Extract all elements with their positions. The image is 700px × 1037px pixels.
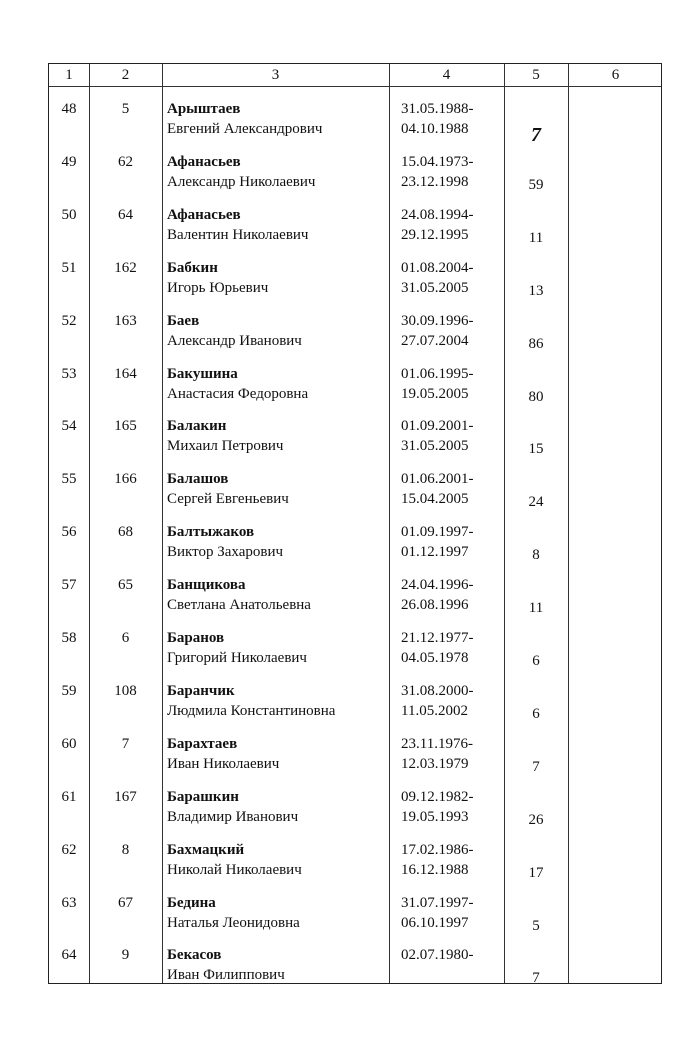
row-number: 55: [61, 471, 77, 488]
sheet-count: 6: [532, 705, 540, 722]
date-to: 11.05.2002: [401, 702, 468, 719]
sheet-count: 5: [532, 917, 540, 934]
date-range: [401, 628, 501, 668]
person-name: [167, 893, 389, 933]
person-name: [167, 945, 389, 985]
row-number: 61: [61, 788, 77, 805]
sheet-count: 15: [528, 441, 544, 458]
date-to: 04.05.1978: [401, 650, 469, 666]
surname: Арыштаев: [167, 101, 241, 117]
date-to: 29.12.1995: [401, 226, 469, 243]
record-code: 7: [121, 735, 130, 752]
given-name: Людмила Константиновна: [167, 702, 336, 719]
date-range: [401, 787, 501, 827]
sheet-count: 17: [528, 864, 544, 881]
date-from: 01.08.2004-: [401, 259, 474, 276]
header-divider: [49, 86, 661, 87]
row-number: 63: [61, 894, 77, 911]
date-from: 30.09.1996-: [401, 312, 474, 329]
date-to: 15.04.2005: [401, 491, 469, 508]
person-name: [167, 681, 389, 721]
column-header: 5: [532, 67, 540, 83]
column-header: 4: [442, 67, 451, 83]
row-number: 62: [61, 841, 77, 858]
date-to: 16.12.1988: [401, 861, 469, 878]
surname: Баев: [167, 312, 200, 329]
given-name: Михаил Петрович: [167, 438, 284, 455]
sheet-count: 7: [532, 970, 540, 987]
surname: Бабкин: [167, 259, 218, 276]
row-number: 58: [61, 630, 77, 646]
date-to: 06.10.1997: [401, 914, 469, 931]
sheet-count: 59: [528, 176, 544, 193]
surname: Бедина: [167, 894, 216, 911]
date-to: 23.12.1998: [401, 173, 469, 190]
column-header: 3: [271, 67, 280, 83]
date-to: 04.10.1988: [401, 121, 469, 137]
person-name: [167, 840, 389, 880]
date-range: [401, 945, 501, 965]
given-name: Валентин Николаевич: [167, 226, 309, 243]
row-number: 52: [61, 312, 77, 329]
surname: Балашов: [167, 471, 229, 488]
surname: Барашкин: [167, 788, 239, 805]
person-name: [167, 99, 389, 139]
given-name: Игорь Юрьевич: [167, 279, 269, 296]
table-row: [49, 787, 661, 839]
person-name: [167, 205, 389, 245]
record-code: 5: [121, 101, 130, 117]
record-code: 108: [114, 682, 137, 699]
surname: Бакушина: [167, 365, 238, 382]
table-row: [49, 416, 661, 468]
date-range: [401, 205, 501, 245]
record-code: 6: [121, 630, 130, 646]
table-row: [49, 469, 661, 521]
date-from: 24.08.1994-: [401, 206, 474, 223]
date-from: 15.04.1973-: [401, 153, 474, 170]
given-name: Григорий Николаевич: [167, 650, 307, 666]
date-range: [401, 311, 501, 351]
date-range: [401, 99, 501, 139]
given-name: Александр Николаевич: [167, 173, 316, 190]
person-name: [167, 787, 389, 827]
table-row: [49, 734, 661, 786]
record-code: 65: [118, 577, 133, 594]
date-range: [401, 522, 501, 562]
date-range: [401, 364, 501, 404]
record-code: 165: [114, 418, 137, 435]
date-range: [401, 681, 501, 721]
row-number: 50: [61, 206, 77, 223]
row-number: 64: [61, 947, 77, 964]
table-row: [49, 840, 661, 892]
person-name: [167, 575, 389, 615]
surname: Баранчик: [167, 682, 235, 699]
column-header: 2: [121, 67, 130, 83]
record-code: 167: [114, 788, 137, 805]
record-code: 9: [121, 947, 130, 964]
date-from: 01.09.2001-: [401, 418, 474, 435]
table-row: [49, 311, 661, 363]
date-range: [401, 734, 501, 774]
date-range: [401, 258, 501, 298]
date-from: 23.11.1976-: [401, 735, 473, 752]
person-name: [167, 522, 389, 562]
row-number: 48: [61, 101, 77, 117]
row-number: 53: [61, 365, 77, 382]
column-header: 1: [65, 67, 73, 83]
date-to: 01.12.1997: [401, 544, 469, 561]
given-name: Иван Николаевич: [167, 755, 280, 772]
person-name: [167, 258, 389, 298]
date-from: 09.12.1982-: [401, 788, 474, 805]
row-number: 51: [61, 259, 77, 276]
given-name: Евгений Александрович: [167, 121, 323, 137]
date-from: 31.08.2000-: [401, 682, 474, 699]
person-name: [167, 469, 389, 509]
given-name: Владимир Иванович: [167, 808, 299, 825]
given-name: Иван Филиппович: [167, 967, 285, 984]
person-name: [167, 734, 389, 774]
surname: Барахтаев: [167, 735, 238, 752]
table-row: [49, 364, 661, 416]
row-number: 57: [61, 577, 77, 594]
person-name: [167, 416, 389, 456]
person-name: [167, 364, 389, 404]
date-range: [401, 575, 501, 615]
given-name: Наталья Леонидовна: [167, 914, 300, 931]
record-code: 163: [114, 312, 137, 329]
date-to: 31.05.2005: [401, 279, 469, 296]
date-range: [401, 840, 501, 880]
date-from: 02.07.1980-: [401, 947, 474, 964]
column-header: 6: [611, 67, 620, 83]
sheet-count: 86: [528, 335, 544, 352]
record-code: 67: [118, 894, 133, 911]
date-from: 01.06.1995-: [401, 365, 474, 382]
given-name: Виктор Захарович: [167, 544, 284, 561]
date-to: 26.08.1996: [401, 597, 469, 614]
date-from: 01.06.2001-: [401, 471, 474, 488]
date-range: [401, 893, 501, 933]
given-name: Сергей Евгеньевич: [167, 491, 289, 508]
date-from: 01.09.1997-: [401, 524, 474, 541]
surname: Балтыжаков: [167, 524, 255, 541]
date-to: 27.07.2004: [401, 332, 469, 349]
date-to: 19.05.1993: [401, 808, 469, 825]
table-row: [49, 681, 661, 733]
table-row: [49, 628, 661, 680]
sheet-count: 13: [528, 282, 544, 299]
surname: Баранов: [167, 630, 225, 646]
date-from: 31.05.1988-: [401, 101, 474, 117]
given-name: Николай Николаевич: [167, 861, 302, 878]
person-name: [167, 311, 389, 351]
surname: Балакин: [167, 418, 227, 435]
given-name: Александр Иванович: [167, 332, 302, 349]
date-to: 31.05.2005: [401, 438, 469, 455]
given-name: Анастасия Федоровна: [167, 385, 309, 402]
person-name: [167, 628, 389, 668]
date-from: 21.12.1977-: [401, 630, 474, 646]
date-range: [401, 469, 501, 509]
table-row: [49, 575, 661, 627]
record-code: 164: [114, 365, 137, 382]
surname: Бахмацкий: [167, 841, 245, 858]
table-row: [49, 945, 661, 997]
table-row: [49, 99, 661, 151]
surname: Банщикова: [167, 577, 246, 594]
sheet-count: 6: [532, 653, 540, 669]
record-code: 62: [118, 153, 133, 170]
sheet-count: 24: [528, 494, 544, 511]
surname: Афанасьев: [167, 153, 241, 170]
record-code: 68: [118, 524, 133, 541]
record-code: 162: [114, 259, 137, 276]
date-range: [401, 152, 501, 192]
sheet-count: 80: [528, 388, 544, 405]
row-number: 60: [61, 735, 77, 752]
sheet-count: 26: [528, 811, 544, 828]
sheet-count: 11: [528, 600, 544, 617]
date-to: 19.05.2005: [401, 385, 469, 402]
sheet-count: 7: [532, 758, 540, 775]
row-number: 59: [61, 682, 77, 699]
record-code: 8: [121, 841, 130, 858]
date-range: [401, 416, 501, 456]
row-number: 54: [61, 418, 77, 435]
table-row: [49, 522, 661, 574]
table-row: [49, 258, 661, 310]
record-code: 64: [118, 206, 133, 223]
surname: Бекасов: [167, 947, 222, 964]
date-from: 31.07.1997-: [401, 894, 474, 911]
table-row: [49, 893, 661, 945]
sheet-count: 11: [528, 229, 544, 246]
table-row: [49, 152, 661, 204]
record-code: 166: [114, 471, 137, 488]
sheet-count: 8: [532, 547, 540, 564]
sheet-count: 7: [531, 124, 541, 146]
date-from: 24.04.1996-: [401, 577, 474, 594]
surname: Афанасьев: [167, 206, 241, 223]
row-number: 56: [61, 524, 77, 541]
records-table: [48, 63, 662, 987]
given-name: Светлана Анатольевна: [167, 597, 311, 614]
row-number: 49: [61, 153, 77, 170]
date-to: 12.03.1979: [401, 755, 469, 772]
table-row: [49, 205, 661, 257]
person-name: [167, 152, 389, 192]
date-from: 17.02.1986-: [401, 841, 474, 858]
